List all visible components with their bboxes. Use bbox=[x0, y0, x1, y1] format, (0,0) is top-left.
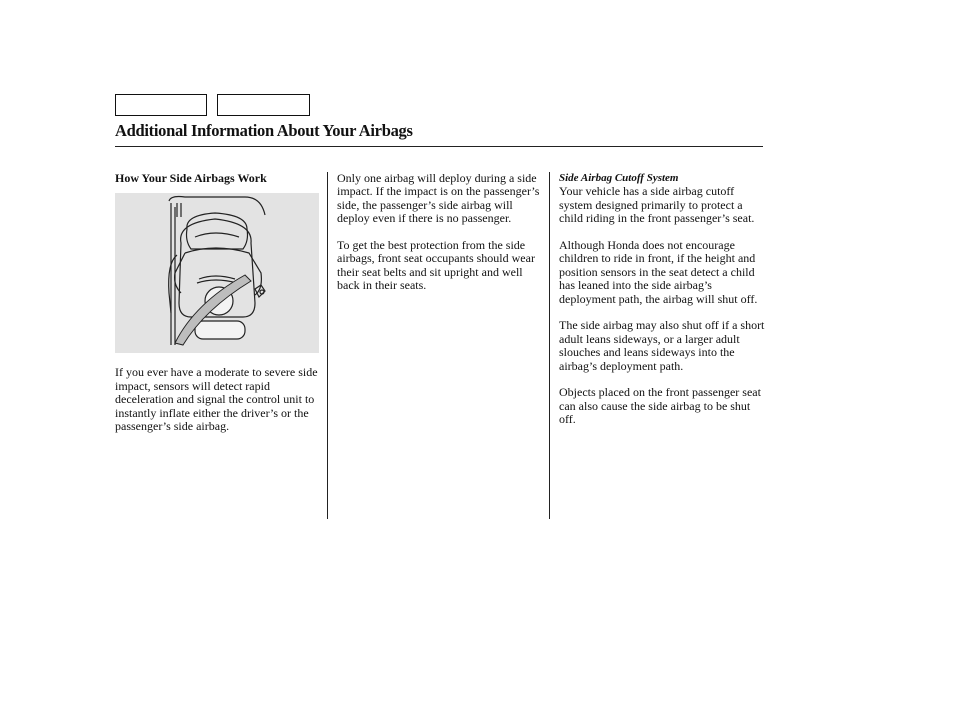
paragraph-objects-seat: Objects placed on the front passenger seat can also cause the side airbag to be shut off. bbox=[559, 385, 761, 427]
paragraph-short-adult: The side airbag may also shut off if a short adult leans sideways, or a larger adult slouches and leans sideways into the airbag’s deployment path. bbox=[559, 318, 765, 373]
index-button[interactable] bbox=[217, 94, 310, 116]
column-divider-2 bbox=[549, 172, 550, 519]
paragraph-sensor-deploy: If you ever have a moderate to severe side impact, sensors will detect rapid deceleration and signal the control unit to instantly inflate either the driver’s or the passenger’s side airbag. bbox=[115, 365, 318, 434]
page-title: Additional Information About Your Airbags bbox=[115, 121, 413, 140]
paragraph-children-front: Although Honda does not encourage children to ride in front, if the height and position sensors in the seat detect a child has leaned into the side airbag’s deployment path, the airbag will shut off. bbox=[559, 238, 758, 306]
middle-column bbox=[337, 172, 543, 306]
left-column bbox=[115, 172, 321, 447]
occupant-illustration-icon bbox=[115, 193, 319, 353]
right-column bbox=[559, 172, 765, 440]
paragraph-best-protection: To get the best protection from the side airbags, front seat occupants should wear their seat belts and sit upright and well back in their seats. bbox=[337, 238, 535, 293]
seated-occupant-top-view-illustration bbox=[115, 193, 319, 353]
section-heading-cutoff-system: Side Airbag Cutoff System bbox=[559, 172, 679, 184]
paragraph-one-airbag: Only one airbag will deploy during a side impact. If the impact is on the passenger’s side, the passenger’s side airbag will deploy even if there is no passenger. bbox=[337, 171, 540, 226]
title-divider bbox=[115, 146, 763, 147]
paragraph-cutoff-system: Your vehicle has a side airbag cutoff system designed primarily to protect a child riding in the front passenger’s seat. bbox=[559, 184, 755, 226]
section-heading-side-airbags-work: How Your Side Airbags Work bbox=[115, 171, 267, 185]
column-divider-1 bbox=[327, 172, 328, 519]
main-menu-button[interactable] bbox=[115, 94, 207, 116]
